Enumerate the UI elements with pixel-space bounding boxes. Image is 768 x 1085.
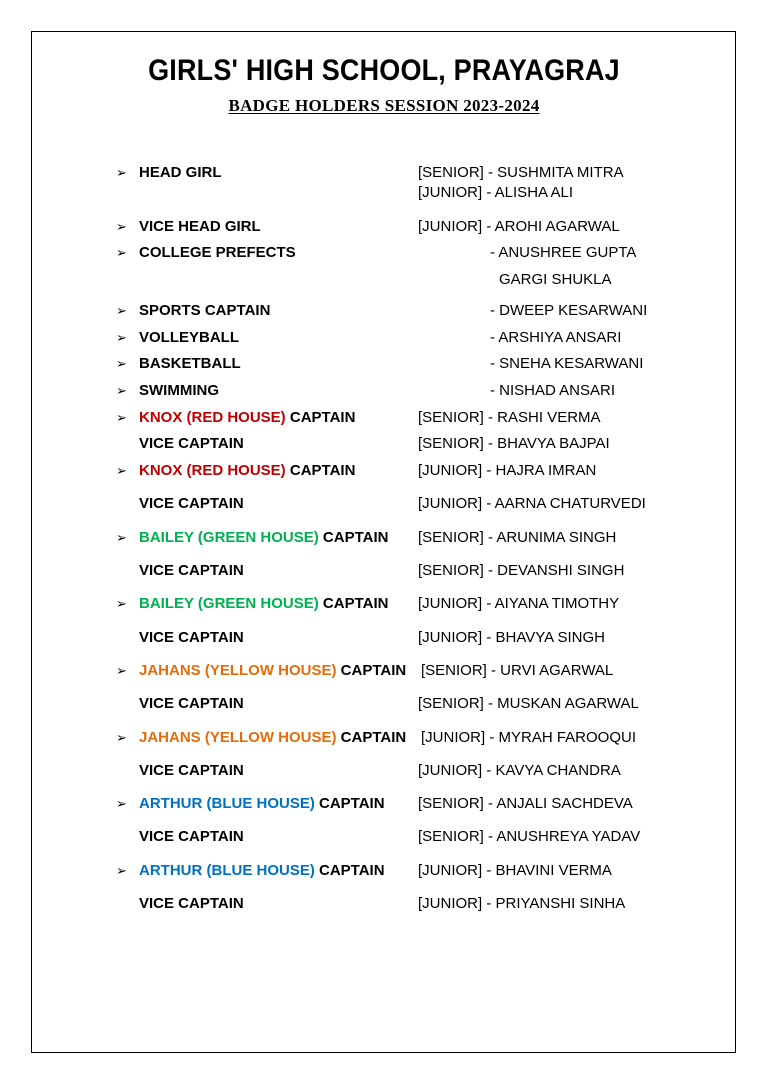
holder-name: [JUNIOR] - AIYANA TIMOTHY xyxy=(418,595,620,612)
list-item xyxy=(0,216,768,238)
holder-name: [SENIOR] - BHAVYA BAJPAI xyxy=(418,435,610,452)
position-label: SWIMMING xyxy=(139,382,219,399)
list-item xyxy=(0,860,768,882)
holder-name: - DWEEP KESARWANI xyxy=(490,302,648,319)
list-item xyxy=(0,727,768,749)
list-item xyxy=(0,627,768,649)
position-label xyxy=(139,527,388,549)
list-item xyxy=(0,353,768,375)
holder-name: [JUNIOR] - PRIYANSHI SINHA xyxy=(418,895,626,912)
list-item xyxy=(0,493,768,515)
holder-name: [JUNIOR] - ALISHA ALI xyxy=(418,184,574,201)
list-item xyxy=(0,433,768,455)
position-label: VICE CAPTAIN xyxy=(139,629,244,646)
arrow-bullet-icon: ➢ xyxy=(116,596,127,611)
holder-name: [SENIOR] - ANUSHREYA YADAV xyxy=(418,828,641,845)
holder-name: [SENIOR] - ARUNIMA SINGH xyxy=(418,529,617,546)
holder-name: [SENIOR] - MUSKAN AGARWAL xyxy=(418,695,639,712)
position-label: SPORTS CAPTAIN xyxy=(139,302,271,319)
arrow-bullet-icon: ➢ xyxy=(116,463,127,478)
list-item xyxy=(0,182,768,204)
position-label: VICE CAPTAIN xyxy=(139,562,244,579)
arrow-bullet-icon: ➢ xyxy=(116,245,127,260)
position-label: VICE CAPTAIN xyxy=(139,828,244,845)
position-label: VICE CAPTAIN xyxy=(139,895,244,912)
house-name: KNOX (RED HOUSE) xyxy=(139,409,286,426)
position-label xyxy=(139,460,355,482)
holder-name: [JUNIOR] - KAVYA CHANDRA xyxy=(418,762,621,779)
arrow-bullet-icon: ➢ xyxy=(116,796,127,811)
house-name: JAHANS (YELLOW HOUSE) xyxy=(139,662,337,679)
arrow-bullet-icon: ➢ xyxy=(116,530,127,545)
position-label: BASKETBALL xyxy=(139,355,241,372)
holder-name: [SENIOR] - SUSHMITA MITRA xyxy=(418,164,624,181)
position-label: VICE CAPTAIN xyxy=(139,695,244,712)
house-name: BAILEY (GREEN HOUSE) xyxy=(139,529,319,546)
list-item xyxy=(0,560,768,582)
position-label: HEAD GIRL xyxy=(139,164,222,181)
arrow-bullet-icon: ➢ xyxy=(116,863,127,878)
arrow-bullet-icon: ➢ xyxy=(116,330,127,345)
list-item xyxy=(0,460,768,482)
holder-name: - ANUSHREE GUPTA xyxy=(490,244,637,261)
holder-name: [SENIOR] - URVI AGARWAL xyxy=(421,662,614,679)
role-label: CAPTAIN xyxy=(336,729,407,746)
holder-name: [JUNIOR] - BHAVINI VERMA xyxy=(418,862,612,879)
holder-name: [SENIOR] - DEVANSHI SINGH xyxy=(418,562,625,579)
house-name: KNOX (RED HOUSE) xyxy=(139,462,286,479)
arrow-bullet-icon: ➢ xyxy=(116,410,127,425)
holder-name: [JUNIOR] - AROHI AGARWAL xyxy=(418,218,620,235)
list-item xyxy=(0,660,768,682)
list-item xyxy=(0,269,768,291)
session-subtitle: BADGE HOLDERS SESSION 2023-2024 xyxy=(228,96,540,115)
position-label xyxy=(139,660,406,682)
school-title: GIRLS' HIGH SCHOOL, PRAYAGRAJ xyxy=(148,54,620,87)
position-label: VICE HEAD GIRL xyxy=(139,218,261,235)
arrow-bullet-icon: ➢ xyxy=(116,303,127,318)
role-label: CAPTAIN xyxy=(318,529,389,546)
holder-name: [JUNIOR] - HAJRA IMRAN xyxy=(418,462,597,479)
list-item xyxy=(0,826,768,848)
holder-name: [SENIOR] - RASHI VERMA xyxy=(418,409,601,426)
position-label: VICE CAPTAIN xyxy=(139,435,244,452)
list-item xyxy=(0,893,768,915)
arrow-bullet-icon: ➢ xyxy=(116,356,127,371)
role-label: CAPTAIN xyxy=(318,595,389,612)
role-label: CAPTAIN xyxy=(285,462,356,479)
list-item xyxy=(0,327,768,349)
house-name: ARTHUR (BLUE HOUSE) xyxy=(139,862,315,879)
position-label xyxy=(139,860,385,882)
holder-name: - ARSHIYA ANSARI xyxy=(490,329,622,346)
house-name: BAILEY (GREEN HOUSE) xyxy=(139,595,319,612)
role-label: CAPTAIN xyxy=(314,795,385,812)
arrow-bullet-icon: ➢ xyxy=(116,730,127,745)
arrow-bullet-icon: ➢ xyxy=(116,383,127,398)
position-label: COLLEGE PREFECTS xyxy=(139,244,296,261)
position-label xyxy=(139,593,388,615)
list-item xyxy=(0,380,768,402)
holder-name: - SNEHA KESARWANI xyxy=(490,355,644,372)
list-item xyxy=(0,407,768,429)
arrow-bullet-icon: ➢ xyxy=(116,663,127,678)
holder-name: [JUNIOR] - AARNA CHATURVEDI xyxy=(418,495,646,512)
role-label: CAPTAIN xyxy=(285,409,356,426)
list-item xyxy=(0,760,768,782)
role-label: CAPTAIN xyxy=(314,862,385,879)
house-name: ARTHUR (BLUE HOUSE) xyxy=(139,795,315,812)
list-item xyxy=(0,527,768,549)
list-item xyxy=(0,162,768,184)
position-label: VICE CAPTAIN xyxy=(139,762,244,779)
position-label xyxy=(139,793,385,815)
list-item xyxy=(0,593,768,615)
house-name: JAHANS (YELLOW HOUSE) xyxy=(139,729,337,746)
list-item xyxy=(0,693,768,715)
position-label xyxy=(139,407,355,429)
position-label: VOLLEYBALL xyxy=(139,329,239,346)
holder-name: [SENIOR] - ANJALI SACHDEVA xyxy=(418,795,633,812)
arrow-bullet-icon: ➢ xyxy=(116,219,127,234)
holder-name: [JUNIOR] - BHAVYA SINGH xyxy=(418,629,605,646)
position-label xyxy=(139,727,406,749)
holder-name: [JUNIOR] - MYRAH FAROOQUI xyxy=(421,729,637,746)
list-item xyxy=(0,242,768,264)
position-label: VICE CAPTAIN xyxy=(139,495,244,512)
holder-name: GARGI SHUKLA xyxy=(499,271,612,288)
list-item xyxy=(0,793,768,815)
role-label: CAPTAIN xyxy=(336,662,407,679)
list-item xyxy=(0,300,768,322)
arrow-bullet-icon: ➢ xyxy=(116,165,127,180)
holder-name: - NISHAD ANSARI xyxy=(490,382,616,399)
